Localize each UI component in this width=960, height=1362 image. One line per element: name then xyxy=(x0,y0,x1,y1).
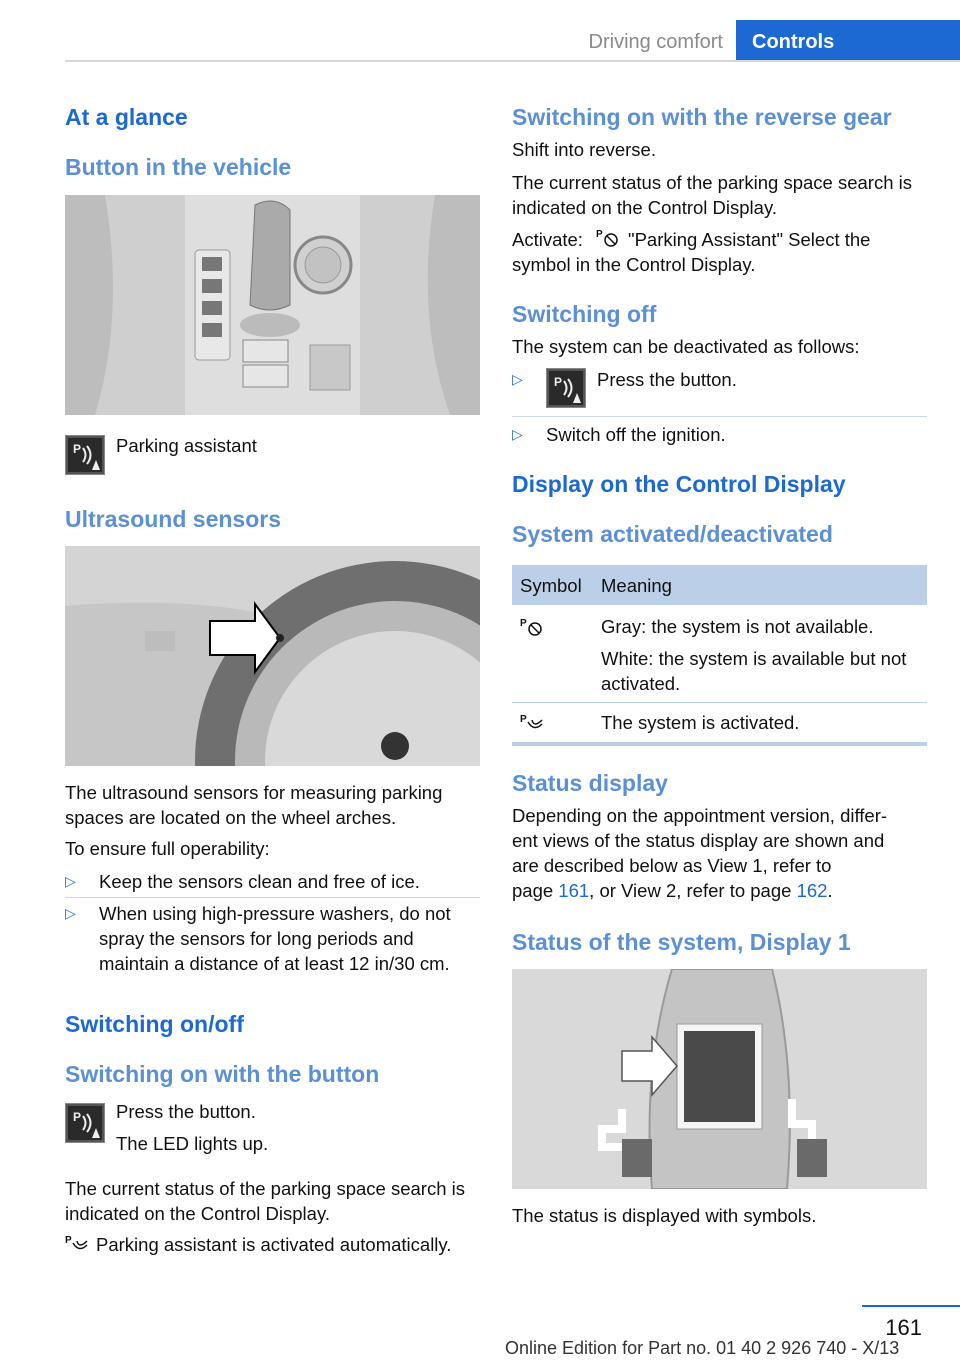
svg-text:P: P xyxy=(554,375,563,389)
heading-status-display-1: Status of the system, Display 1 xyxy=(512,929,851,955)
parking-active-symbol-icon xyxy=(520,712,546,739)
svg-text:P: P xyxy=(73,442,82,456)
switching-off-text: The system can be deactivated as follows: xyxy=(512,336,860,357)
parking-symbol-gray-icon xyxy=(520,616,544,643)
svg-text:P: P xyxy=(520,714,527,725)
status-desc-line4: page 161, or View 2, refer to page 162. xyxy=(512,880,833,901)
footer-edition: Online Edition for Part no. 01 40 2 926 740 - X/13 xyxy=(505,1338,900,1358)
status-desc-line3: are described below as View 1, refer to xyxy=(512,855,832,876)
heading-switching-on-off: Switching on/off xyxy=(65,1011,244,1037)
svg-text:P: P xyxy=(73,1110,82,1124)
table-row-divider xyxy=(512,702,927,703)
divider xyxy=(65,897,480,898)
auto-activation-text: Parking assistant is activated automatically. xyxy=(96,1234,452,1255)
activate-prefix: Activate: xyxy=(512,229,583,250)
svg-text:P: P xyxy=(65,1235,72,1246)
bullet-triangle-icon: ▷ xyxy=(512,371,523,387)
bullet-triangle-icon: ▷ xyxy=(65,905,76,921)
page-ref-162[interactable]: 162 xyxy=(796,880,828,901)
header-section: Driving comfort xyxy=(588,31,723,53)
header-divider xyxy=(65,60,960,62)
svg-text:P: P xyxy=(596,229,603,240)
header-chapter: Controls xyxy=(736,20,960,61)
table-header-symbol: Symbol xyxy=(520,575,582,596)
list-item: ▷ Switch off the ignition. xyxy=(512,424,726,445)
parking-assistant-button-icon xyxy=(546,368,586,408)
ultrasound-description: The ultrasound sensors for measuring parking spaces are located on the wheel arches. xyxy=(65,782,443,828)
parking-symbol-icon xyxy=(596,227,620,254)
heading-ultrasound-sensors: Ultrasound sensors xyxy=(65,506,281,532)
parking-assistant-button-icon xyxy=(65,435,105,475)
divider xyxy=(512,416,927,417)
footer-divider xyxy=(862,1305,960,1307)
heading-system-activated: System activated/deactivated xyxy=(512,521,833,547)
list-item: ▷ Keep the sensors clean and free of ice. xyxy=(65,871,420,892)
status-display-illustration xyxy=(512,969,927,1189)
heading-display-control: Display on the Control Display xyxy=(512,471,846,497)
table-row1-a: Gray: the system is not available. xyxy=(601,616,874,637)
heading-button-in-vehicle: Button in the vehicle xyxy=(65,154,292,180)
shift-reverse-text: Shift into reverse. xyxy=(512,139,656,160)
status-desc-line1: Depending on the appointment version, differ- xyxy=(512,805,888,826)
table-row1-b: White: the system is available but not activated. xyxy=(601,648,907,694)
table-header-meaning: Meaning xyxy=(601,575,672,596)
bullet-triangle-icon: ▷ xyxy=(65,873,76,889)
led-text: The LED lights up. xyxy=(116,1133,269,1154)
heading-at-a-glance: At a glance xyxy=(65,104,188,130)
parking-assistant-button-icon xyxy=(65,1103,105,1143)
parking-assistant-label: Parking assistant xyxy=(116,435,257,456)
heading-status-display: Status display xyxy=(512,770,668,796)
activate-line2: symbol in the Control Display. xyxy=(512,254,756,275)
heading-switching-off: Switching off xyxy=(512,301,657,327)
status-desc-line2: ent views of the status display are shown and xyxy=(512,830,885,851)
press-button-text: Press the button. xyxy=(597,369,737,390)
list-item: ▷ When using high-pressure washers, do not spray the sensors for long periods and maintain a distance of at least 12 in/30 cm. xyxy=(65,903,451,974)
status-search-text: The current status of the parking space search is indicated on the Control Display. xyxy=(65,1178,466,1224)
center-console-photo xyxy=(65,195,480,415)
parking-active-symbol-icon xyxy=(65,1233,91,1260)
table-bottom-border xyxy=(512,742,927,746)
heading-switching-on-button: Switching on with the button xyxy=(65,1061,380,1087)
svg-text:P: P xyxy=(520,618,527,629)
status-search-text-right: The current status of the parking space search is indicated on the Control Display. xyxy=(512,172,913,218)
bullet-triangle-icon: ▷ xyxy=(512,426,523,442)
press-button-text: Press the button. xyxy=(116,1101,256,1122)
table-row2: The system is activated. xyxy=(601,712,800,733)
operability-intro: To ensure full operability: xyxy=(65,838,270,859)
wheel-arch-photo xyxy=(65,546,480,766)
page-ref-161[interactable]: 161 xyxy=(558,880,590,901)
page-number: 161 xyxy=(885,1315,922,1340)
activate-rest: "Parking Assistant" Select the xyxy=(628,229,871,250)
heading-reverse-gear: Switching on with the reverse gear xyxy=(512,104,892,130)
symbols-text: The status is displayed with symbols. xyxy=(512,1205,817,1226)
